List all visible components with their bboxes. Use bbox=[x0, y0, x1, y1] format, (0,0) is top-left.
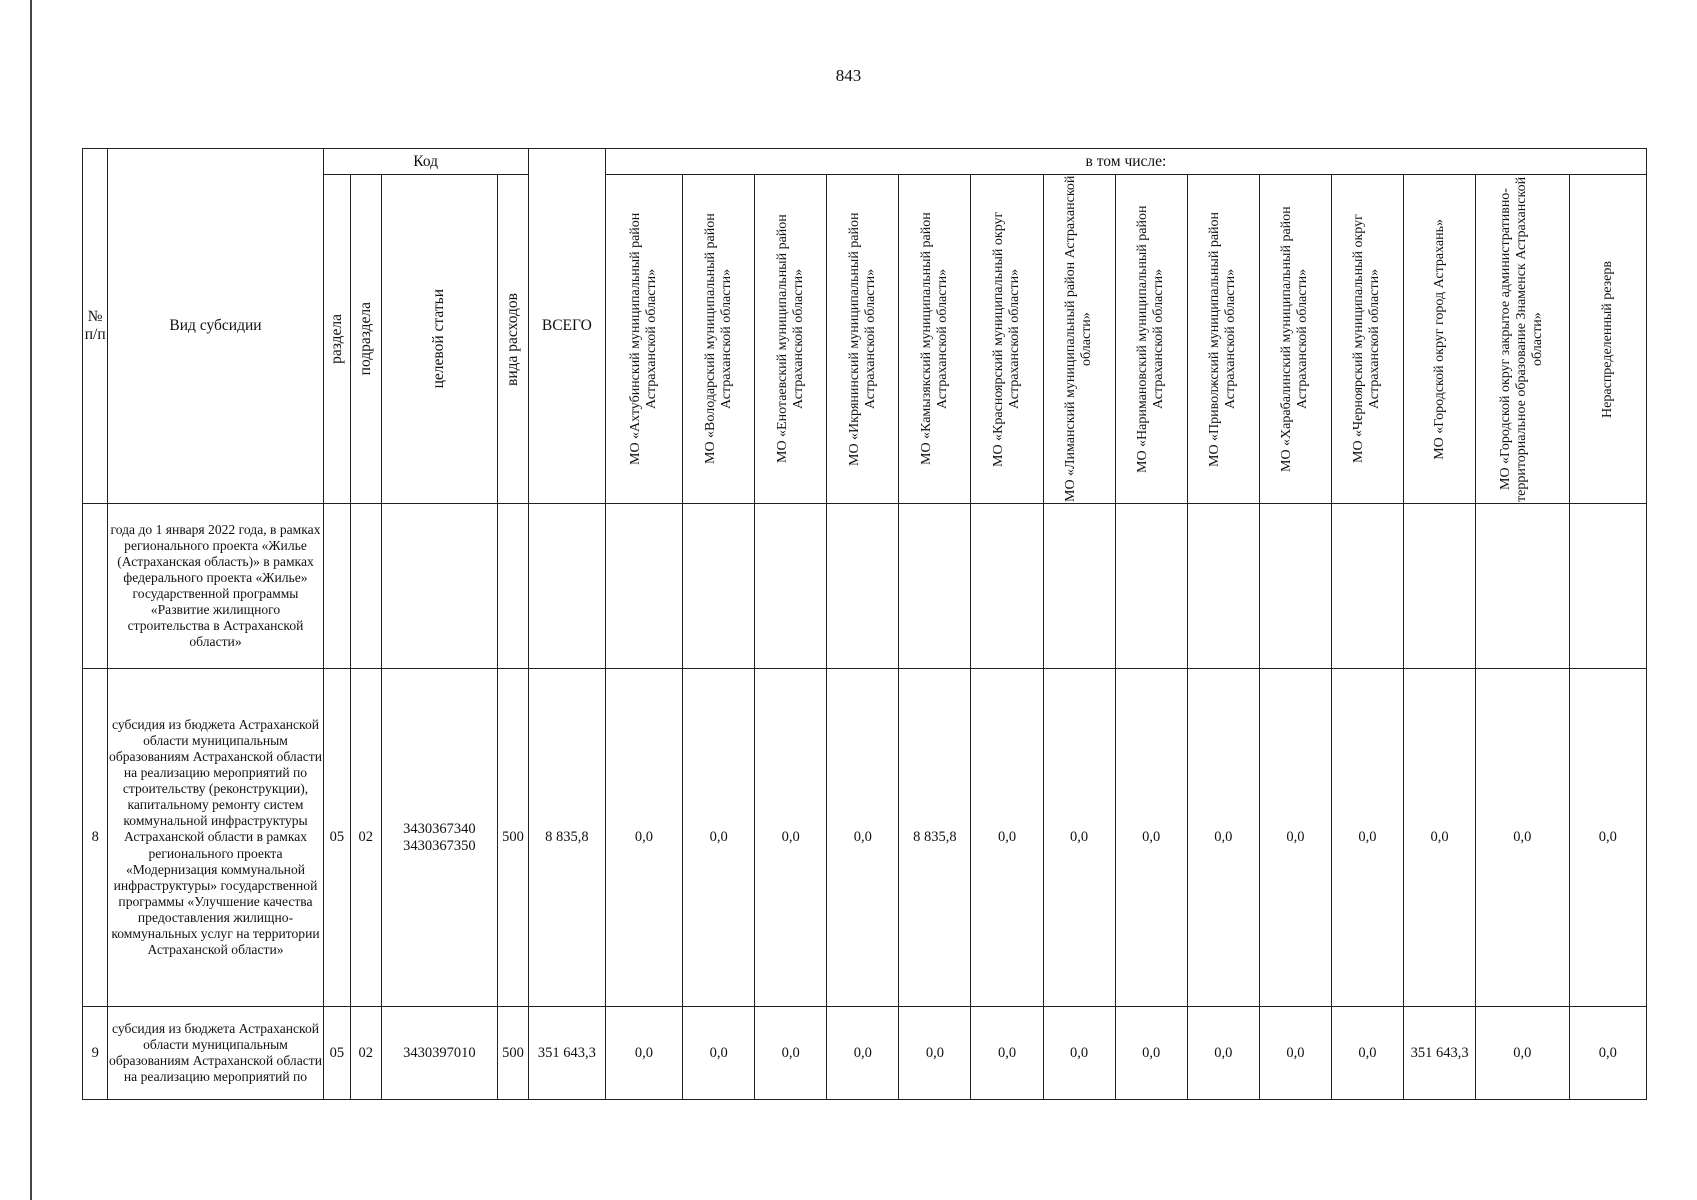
row-description: субсидия из бюджета Астраханской области муниципальным образованиям Астраханской области на реализацию мероприятий по строительству (реконструкции), капитальному ремонту систем коммунальной инфраструктуры Астраханской области в рамках регионального проекта «Модернизация коммунальной инфраструктуры» государственной программы «Улучшение качества предоставления жилищно-коммунальных услуг на территории Астраханской области» bbox=[108, 669, 323, 1007]
row-value bbox=[1569, 504, 1646, 669]
row-value: 0,0 bbox=[1043, 669, 1115, 1007]
header-v-tom-chisle: в том числе: bbox=[605, 149, 1646, 175]
row-value: 0,0 bbox=[755, 1007, 827, 1100]
row-value: 0,0 bbox=[971, 1007, 1043, 1100]
row-value bbox=[755, 504, 827, 669]
row-vsego: 351 643,3 bbox=[528, 1007, 605, 1100]
row-value: 0,0 bbox=[1187, 1007, 1259, 1100]
row-value bbox=[683, 504, 755, 669]
row-razdel: 05 bbox=[323, 1007, 350, 1100]
row-razdel bbox=[323, 504, 350, 669]
row-value: 0,0 bbox=[971, 669, 1043, 1007]
header-vida-raskhodov: вида расходов bbox=[498, 175, 528, 504]
row-value: 0,0 bbox=[1043, 1007, 1115, 1100]
subsidy-table bbox=[82, 148, 1647, 1100]
row-value bbox=[1476, 504, 1569, 669]
row-value: 0,0 bbox=[1404, 669, 1476, 1007]
header-celevoy-stati: целевой статьи bbox=[381, 175, 498, 504]
header-municipality: МО «Черноярский муниципальный округ Астраханской области» bbox=[1331, 175, 1403, 504]
row-value bbox=[971, 504, 1043, 669]
row-value: 0,0 bbox=[683, 669, 755, 1007]
row-value: 0,0 bbox=[605, 669, 682, 1007]
row-value bbox=[1259, 504, 1331, 669]
row-value: 0,0 bbox=[1476, 1007, 1569, 1100]
row-num bbox=[83, 504, 108, 669]
row-value: 8 835,8 bbox=[899, 669, 971, 1007]
row-value bbox=[1187, 504, 1259, 669]
header-num: № п/п bbox=[83, 149, 108, 504]
page-number: 843 bbox=[835, 66, 862, 85]
header-municipality: МО «Наримановский муниципальный район Астраханской области» bbox=[1115, 175, 1187, 504]
row-vsego: 8 835,8 bbox=[528, 669, 605, 1007]
row-celevaya-statya: 3430397010 bbox=[381, 1007, 498, 1100]
header-razdela: раздела bbox=[323, 175, 350, 504]
row-value: 0,0 bbox=[1331, 1007, 1403, 1100]
row-value: 0,0 bbox=[1187, 669, 1259, 1007]
header-vsego: ВСЕГО bbox=[528, 149, 605, 504]
row-value: 0,0 bbox=[605, 1007, 682, 1100]
row-description: года до 1 января 2022 года, в рамках регионального проекта «Жилье (Астраханская область)» в рамках федерального проекта «Жилье» государственной программы «Развитие жилищного строительства в Астраханской области» bbox=[108, 504, 323, 669]
row-value: 0,0 bbox=[1476, 669, 1569, 1007]
row-value bbox=[827, 504, 899, 669]
row-value: 0,0 bbox=[1115, 1007, 1187, 1100]
row-vid-raskhodov: 500 bbox=[498, 669, 528, 1007]
header-municipality: МО «Ахтубинский муниципальный район Астраханской области» bbox=[605, 175, 682, 504]
row-value: 0,0 bbox=[683, 1007, 755, 1100]
row-value: 0,0 bbox=[755, 669, 827, 1007]
row-value: 0,0 bbox=[899, 1007, 971, 1100]
row-vid-raskhodov bbox=[498, 504, 528, 669]
row-value: 0,0 bbox=[1115, 669, 1187, 1007]
row-celevaya-statya bbox=[381, 504, 498, 669]
header-kod: Код bbox=[323, 149, 528, 175]
row-podrazdel bbox=[351, 504, 381, 669]
header-vid-subsidii: Вид субсидии bbox=[108, 149, 323, 504]
row-value: 351 643,3 bbox=[1404, 1007, 1476, 1100]
row-value bbox=[1404, 504, 1476, 669]
row-vsego bbox=[528, 504, 605, 669]
table-row bbox=[83, 669, 1647, 1007]
header-municipality: МО «Володарский муниципальный район Астраханской области» bbox=[683, 175, 755, 504]
header-municipality: МО «Городской округ город Астрахань» bbox=[1404, 175, 1476, 504]
row-value bbox=[605, 504, 682, 669]
header-municipality: Нераспределенный резерв bbox=[1569, 175, 1646, 504]
row-value: 0,0 bbox=[1259, 669, 1331, 1007]
row-value: 0,0 bbox=[1569, 1007, 1646, 1100]
scan-left-edge bbox=[30, 0, 32, 1200]
header-municipality: МО «Камызякский муниципальный район Астраханской области» bbox=[899, 175, 971, 504]
header-municipality: МО «Харабалинский муниципальный район Астраханской области» bbox=[1259, 175, 1331, 504]
header-municipality: МО «Красноярский муниципальный округ Астраханской области» bbox=[971, 175, 1043, 504]
row-value: 0,0 bbox=[1569, 669, 1646, 1007]
row-value bbox=[1115, 504, 1187, 669]
row-num: 9 bbox=[83, 1007, 108, 1100]
header-municipality: МО «Приволжский муниципальный район Астраханской области» bbox=[1187, 175, 1259, 504]
row-podrazdel: 02 bbox=[351, 1007, 381, 1100]
row-razdel: 05 bbox=[323, 669, 350, 1007]
header-municipality: МО «Икрянинский муниципальный район Астраханской области» bbox=[827, 175, 899, 504]
row-value: 0,0 bbox=[1259, 1007, 1331, 1100]
row-value: 0,0 bbox=[827, 1007, 899, 1100]
header-municipality: МО «Енотаевский муниципальный район Астраханской области» bbox=[755, 175, 827, 504]
row-value bbox=[1043, 504, 1115, 669]
row-podrazdel: 02 bbox=[351, 669, 381, 1007]
row-value: 0,0 bbox=[1331, 669, 1403, 1007]
header-municipality: МО «Городской округ закрытое административно-территориальное образование Знаменск Астраханской области» bbox=[1476, 175, 1569, 504]
row-value: 0,0 bbox=[827, 669, 899, 1007]
table-row bbox=[83, 504, 1647, 669]
row-value bbox=[899, 504, 971, 669]
row-vid-raskhodov: 500 bbox=[498, 1007, 528, 1100]
header-municipality: МО «Лиманский муниципальный район Астраханской области» bbox=[1043, 175, 1115, 504]
row-celevaya-statya: 3430367340 3430367350 bbox=[381, 669, 498, 1007]
table-row bbox=[83, 1007, 1647, 1100]
row-description: субсидия из бюджета Астраханской области муниципальным образованиям Астраханской области на реализацию мероприятий по bbox=[108, 1007, 323, 1100]
header-podrazdela: подраздела bbox=[351, 175, 381, 504]
row-value bbox=[1331, 504, 1403, 669]
row-num: 8 bbox=[83, 669, 108, 1007]
